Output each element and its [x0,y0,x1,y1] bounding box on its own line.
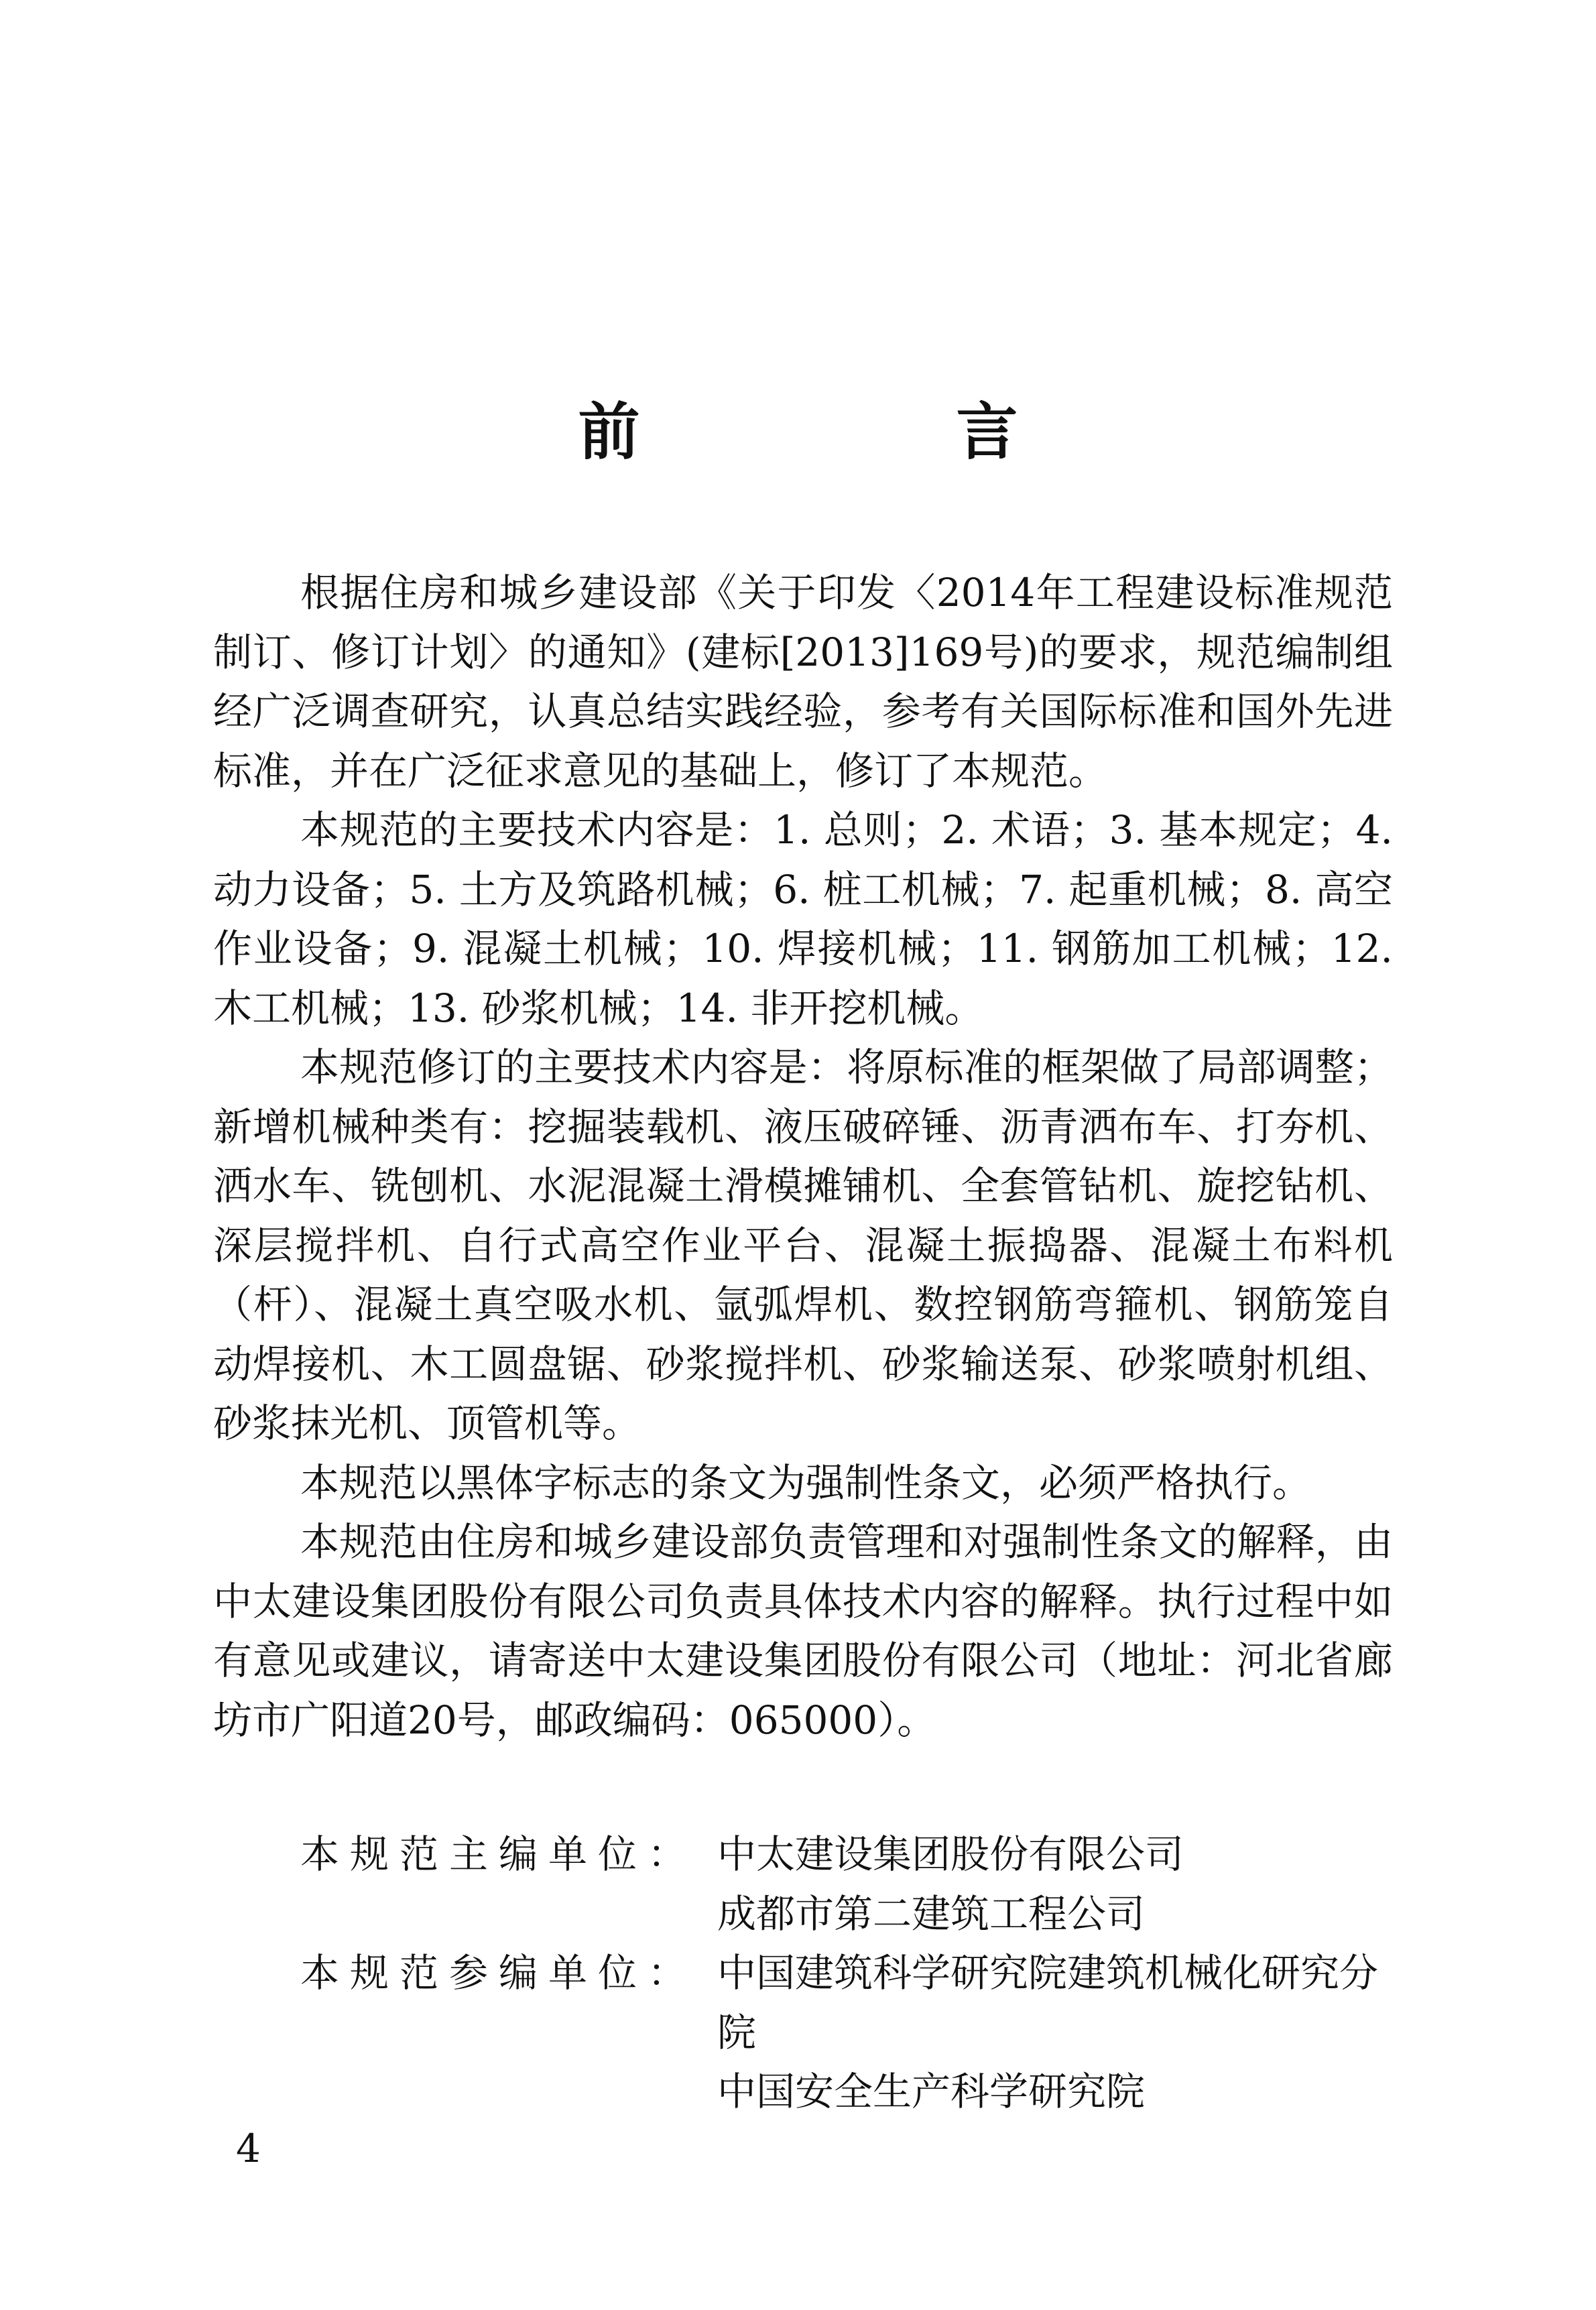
chief-editor-units-label: 本规范主编单位： [300,1831,698,1877]
participating-units-list [717,1943,1400,2122]
preface-body [213,563,1393,1750]
page-number: 4 [236,2126,261,2171]
paragraph-management: 本规范由住房和城乡建设部负责管理和对强制性条文的解释，由中太建设集团股份有限公司负责具体技术内容的解释。执行过程中如有意见或建议，请寄送中太建设集团股份有限公司（地址：河北省廊坊市广阳道20号，邮政编码：065000）。 [213,1519,1393,1743]
chief-editor-unit: 成都市第二建筑工程公司 [717,1890,1146,1937]
chief-editor-units-row [300,1825,1400,1943]
chief-editor-units-list [717,1825,1400,1943]
participating-unit: 中国建筑科学研究院建筑机械化研究分院 [717,1950,1379,2055]
page-title: 前 言 [578,396,1166,468]
editing-units [300,1825,1400,2122]
chief-editor-unit: 中太建设集团股份有限公司 [717,1831,1184,1877]
paragraph-main-contents: 本规范的主要技术内容是：1. 总则；2. 术语；3. 基本规定；4. 动力设备；5. 土方及筑路机械；6. 桩工机械；7. 起重机械；8. 高空作业设备；9. 混凝土机械；10. 焊接机械；11. 钢筋加工机械；12. 木工机械；13. 砂浆机械；14. 非开挖机械。 [213,807,1393,1031]
paragraph-mandatory-clauses: 本规范以黑体字标志的条文为强制性条文，必须严格执行。 [300,1459,1312,1506]
participating-units-label: 本规范参编单位： [300,1950,698,1996]
participating-units-row [300,1943,1400,2122]
participating-unit: 中国安全生产科学研究院 [717,2069,1146,2114]
paragraph-revision-contents: 本规范修订的主要技术内容是：将原标准的框架做了局部调整；新增机械种类有：挖掘装载机、液压破碎锤、沥青洒布车、打夯机、洒水车、铣刨机、水泥混凝土滑模摊铺机、全套管钻机、旋挖钻机、深层搅拌机、自行式高空作业平台、混凝土振捣器、混凝土布料机（杆）、混凝土真空吸水机、氩弧焊机、数控钢筋弯箍机、钢筋笼自动焊接机、木工圆盘锯、砂浆搅拌机、砂浆输送泵、砂浆喷射机组、砂浆抹光机、顶管机等。 [213,1044,1393,1446]
paragraph-basis: 根据住房和城乡建设部《关于印发〈2014年工程建设标准规范制订、修订计划〉的通知》(建标[2013]169号)的要求，规范编制组经广泛调查研究，认真总结实践经验，参考有关国际标准和国外先进标准，并在广泛征求意见的基础上，修订了本规范。 [213,570,1393,794]
